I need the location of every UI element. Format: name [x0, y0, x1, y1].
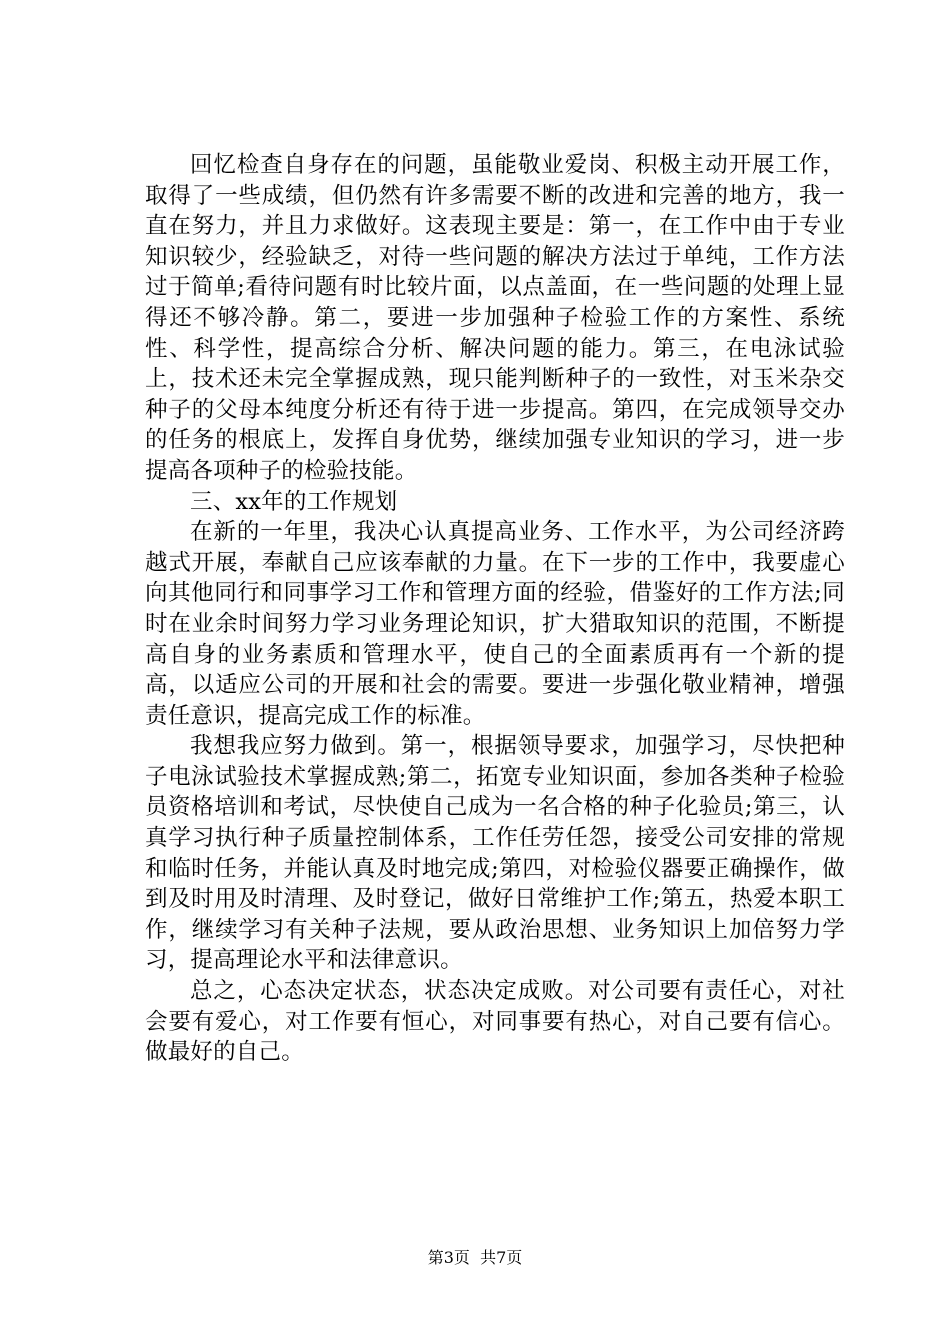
page-footer [0, 1245, 950, 1268]
page-number: 第3页 [427, 1248, 470, 1267]
paragraph-self-review: 回忆检查自身存在的问题，虽能敬业爱岗、积极主动开展工作，取得了一些成绩，但仍然有许多需要不断的改进和完善的地方，我一直在努力，并且力求做好。这表现主要是：第一，在工作中由于专业知识较少，经验缺乏，对待一些问题的解决方法过于单纯，工作方法过于简单;看待问题有时比较片面，以点盖面，在一些问题的处理上显得还不够冷静。第二，要进一步加强种子检验工作的方案性、系统性、科学性，提高综合分析、解决问题的能力。第三，在电泳试验上，技术还未完全掌握成熟，现只能判断种子的一致性，对玉米杂交种子的父母本纯度分析还有待于进一步提高。第四，在完成领导交办的任务的根底上，发挥自身优势，继续加强专业知识的学习，进一步提高各项种子的检验技能。 [145, 152, 845, 484]
paragraph-action-items: 我想我应努力做到。第一，根据领导要求，加强学习，尽快把种子电泳试验技术掌握成熟;第二，拓宽专业知识面，参加各类种子检验员资格培训和考试，尽快使自己成为一名合格的种子化验员;第三，认真学习执行种子质量控制体系，工作任劳任怨，接受公司安排的常规和临时任务，并能认真及时地完成;第四，对检验仪器要正确操作，做到及时用及时清理、及时登记，做好日常维护工作;第五，热爱本职工作，继续学习有关种子法规，要从政治思想、业务知识上加倍努力学习，提高理论水平和法律意识。 [145, 733, 845, 974]
document-body [145, 150, 845, 1068]
paragraph-new-year-goals: 在新的一年里，我决心认真提高业务、工作水平，为公司经济跨越式开展，奉献自己应该奉献的力量。在下一步的工作中，我要虚心向其他同行和同事学习工作和管理方面的经验，借鉴好的工作方法;同时在业余时间努力学习业务理论知识，扩大猎取知识的范围，不断提高自身的业务素质和管理水平，使自己的全面素质再有一个新的提高，以适应公司的开展和社会的需要。要进一步强化敬业精神，增强责任意识，提高完成工作的标准。 [145, 519, 845, 729]
section-heading-work-plan: 三、xx年的工作规划 [190, 488, 398, 515]
page-total: 共7页 [480, 1248, 523, 1267]
paragraph-conclusion: 总之，心态决定状态，状态决定成败。对公司要有责任心，对社会要有爱心，对工作要有恒心，对同事要有热心，对自己要有信心。做最好的自己。 [145, 978, 845, 1066]
